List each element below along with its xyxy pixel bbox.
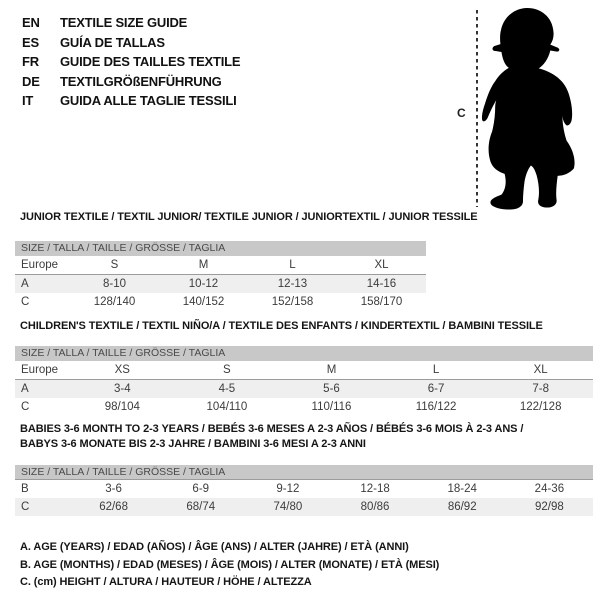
baby-silhouette-path (482, 8, 575, 210)
value-cell: 68/74 (186, 501, 216, 513)
value-cell: 5-6 (323, 383, 340, 395)
language-row (22, 91, 240, 111)
height-dashed-line (476, 10, 478, 207)
language-title: TEXTILGRÖßENFÜHRUNG (60, 73, 222, 89)
children-row-height (15, 398, 593, 416)
size-column-cell: XL (488, 361, 593, 380)
size-column-cell: S (70, 256, 159, 275)
size-column-cell: S (175, 361, 280, 380)
value-cell: 98/104 (104, 401, 140, 413)
babies-size-header-bar: SIZE / TALLA / TAILLE / GRÖSSE / TAGLIA (15, 465, 593, 480)
children-row-age (15, 380, 593, 399)
language-row (22, 33, 240, 53)
size-column-cell: M (279, 361, 384, 380)
value-cell: 14-16 (366, 278, 397, 290)
language-code: DE (22, 73, 40, 89)
value-cell: 4-5 (218, 383, 236, 395)
value-cell: 152/158 (271, 296, 314, 308)
size-column-cell: XL (337, 256, 426, 275)
children-columns-row (15, 361, 593, 380)
value-cell: 24-36 (534, 483, 565, 495)
value-cell: 3-4 (113, 383, 131, 395)
junior-size-table (15, 256, 426, 311)
babies-section (15, 422, 593, 516)
value-cell: 128/140 (93, 296, 136, 308)
babies-section-title-line2: BABYS 3-6 MONATE BIS 2-3 JAHRE / BAMBINI 3-6 MESI A 2-3 ANNI (20, 438, 366, 450)
legend-line-c: C. (cm) HEIGHT / ALTURA / HAUTEUR / HÖHE / ALTEZZA (20, 576, 312, 588)
junior-size-header-bar: SIZE / TALLA / TAILLE / GRÖSSE / TAGLIA (15, 241, 426, 256)
language-row (22, 13, 240, 33)
language-title: GUIDA ALLE TAGLIE TESSILI (60, 93, 237, 108)
junior-columns-row (15, 256, 426, 275)
value-cell: 116/122 (415, 401, 457, 413)
value-cell: 158/170 (360, 296, 403, 308)
size-column-cell: L (384, 361, 489, 380)
value-cell: 140/152 (182, 296, 225, 308)
language-row (22, 52, 240, 72)
babies-row-age-months (15, 480, 593, 498)
babies-section-title-line1: BABIES 3-6 MONTH TO 2-3 YEARS / BEBÉS 3-6 MESES A 2-3 AÑOS / BÉBÉS 3-6 MOIS À 2-3 ANS / (20, 423, 524, 435)
value-cell: 62/68 (99, 501, 128, 513)
children-size-header-bar: SIZE / TALLA / TAILLE / GRÖSSE / TAGLIA (15, 346, 593, 361)
junior-row-age (15, 275, 426, 294)
value-cell: 104/110 (206, 401, 248, 413)
height-measure-label: C (457, 106, 466, 120)
children-size-table (15, 361, 593, 416)
language-row (22, 72, 240, 92)
babies-row-height (15, 498, 593, 516)
language-title: GUIDE DES TAILLES TEXTILE (60, 54, 241, 69)
value-cell: 122/128 (519, 401, 562, 413)
value-cell: 10-12 (188, 278, 219, 290)
value-cell: 110/116 (311, 401, 352, 413)
legend-line-b: B. AGE (MONTHS) / EDAD (MESES) / ÂGE (MOIS) / ALTER (MONATE) / ETÀ (MESI) (20, 558, 440, 571)
row-label-cell: B (21, 483, 29, 495)
language-code: FR (22, 54, 39, 69)
row-label-cell: A (21, 383, 29, 395)
baby-silhouette-image (481, 4, 600, 212)
size-column-cell: XS (70, 361, 175, 380)
language-code: EN (22, 15, 40, 30)
language-title: TEXTILE SIZE GUIDE (60, 15, 188, 30)
measurement-legend (20, 539, 439, 592)
size-column-cell: M (159, 256, 248, 275)
row-label-cell: C (21, 501, 30, 513)
value-cell: 6-7 (427, 383, 445, 395)
babies-size-table (15, 480, 593, 516)
value-cell: 74/80 (273, 501, 303, 513)
value-cell: 12-13 (277, 278, 308, 290)
language-code: IT (22, 93, 34, 108)
row-label-cell: C (21, 401, 30, 413)
value-cell: 80/86 (360, 501, 390, 513)
children-section-title: CHILDREN'S TEXTILE / TEXTIL NIÑO/A / TEXTILE DES ENFANTS / KINDERTEXTIL / BAMBINI TESSILE (20, 320, 543, 332)
value-cell: 3-6 (105, 483, 122, 495)
region-label-cell: Europe (15, 361, 70, 380)
value-cell: 86/92 (447, 501, 477, 513)
value-cell: 9-12 (276, 483, 300, 495)
region-label-cell: Europe (15, 256, 70, 275)
row-label-cell: C (21, 296, 30, 308)
language-code: ES (22, 34, 39, 50)
children-section (15, 320, 593, 416)
row-label-cell: A (21, 278, 29, 290)
value-cell: 12-18 (360, 483, 390, 495)
value-cell: 7-8 (532, 383, 549, 395)
value-cell: 92/98 (535, 501, 564, 513)
junior-section-title: JUNIOR TEXTILE / TEXTIL JUNIOR/ TEXTILE JUNIOR / JUNIORTEXTIL / JUNIOR TESSILE (20, 211, 478, 223)
language-title: GUÍA DE TALLAS (60, 34, 165, 50)
legend-line-a: A. AGE (YEARS) / EDAD (AÑOS) / ÂGE (ANS) / ALTER (JAHRE) / ETÀ (ANNI) (20, 541, 409, 553)
language-title-list (22, 13, 240, 111)
value-cell: 6-9 (192, 483, 210, 495)
size-column-cell: L (248, 256, 337, 275)
junior-row-height (15, 293, 426, 311)
value-cell: 18-24 (447, 483, 477, 495)
junior-section (15, 211, 478, 311)
value-cell: 8-10 (102, 278, 127, 290)
